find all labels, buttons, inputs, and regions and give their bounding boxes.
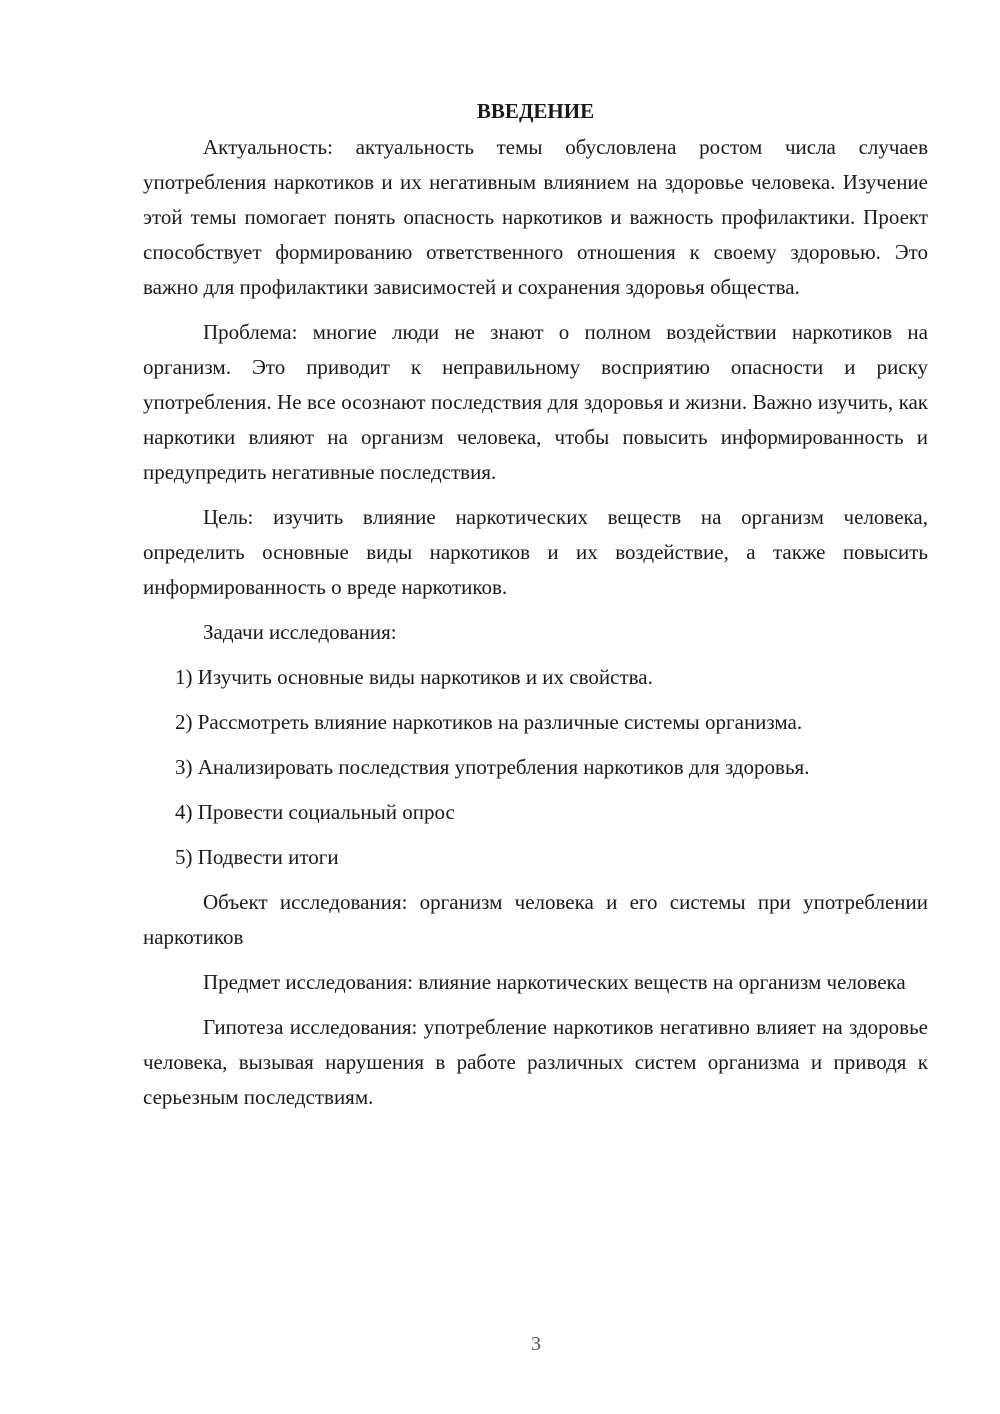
task-item: 5) Подвести итоги: [175, 845, 339, 869]
relevance-paragraph: Актуальность: актуальность темы обусловлена ростом числа случаев употребления наркотиков и их негативным влиянием на здоровье человека. Изучение этой темы помогает понять опасность наркотиков и важность профилактики. Проект способствует формированию ответственного отношения к своему здоровью. Это важно для профилактики зависимостей и сохранения здоровья общества.: [143, 135, 928, 299]
page-title: ВВЕДЕНИЕ: [476, 99, 595, 123]
page-number: 3: [531, 1333, 541, 1355]
task-item: 1) Изучить основные виды наркотиков и их свойства.: [175, 665, 653, 689]
hypothesis-paragraph: Гипотеза исследования: употребление наркотиков негативно влияет на здоровье человека, вызывая нарушения в работе различных систем организма и приводя к серьезным последствиям.: [143, 1015, 928, 1109]
subject-paragraph: Предмет исследования: влияние наркотических веществ на организм человека: [203, 970, 906, 994]
task-item: 4) Провести социальный опрос: [175, 800, 455, 824]
goal-paragraph: Цель: изучить влияние наркотических веществ на организм человека, определить основные виды наркотиков и их воздействие, а также повысить информированность о вреде наркотиков.: [143, 505, 928, 599]
tasks-heading: Задачи исследования:: [203, 620, 397, 644]
document-page: [143, 96, 928, 1125]
problem-paragraph: Проблема: многие люди не знают о полном воздействии наркотиков на организм. Это приводит к неправильному восприятию опасности и риску употребления. Не все осознают последствия для здоровья и жизни. Важно изучить, как наркотики влияют на организм человека, чтобы повысить информированность и предупредить негативные последствия.: [143, 320, 928, 484]
task-item: 2) Рассмотреть влияние наркотиков на различные системы организма.: [175, 710, 803, 734]
object-paragraph: Объект исследования: организм человека и его системы при употреблении наркотиков: [143, 890, 928, 949]
task-item: 3) Анализировать последствия употребления наркотиков для здоровья.: [175, 755, 810, 779]
